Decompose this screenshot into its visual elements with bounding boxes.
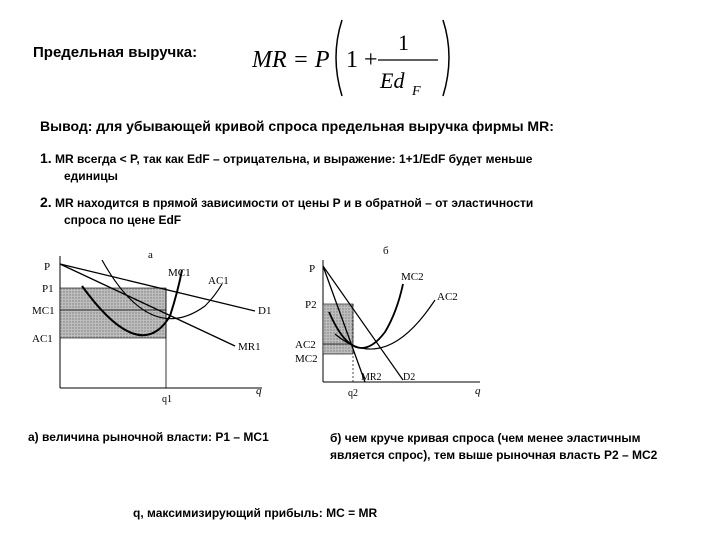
- curve-label-mc2: MC2: [401, 271, 424, 283]
- formula-denominator: Ed: [380, 68, 405, 93]
- section-title: Предельная выручка:: [33, 44, 198, 61]
- left-paren: [336, 20, 342, 96]
- item-text-line2: спроса по цене EdF: [64, 213, 182, 227]
- conclusion-text: Вывод: для убывающей кривой спроса предельная выручка фирмы MR:: [40, 118, 554, 134]
- formula-numerator: 1: [398, 30, 409, 55]
- graph-label: б: [383, 245, 389, 257]
- market-power-area: [60, 288, 166, 338]
- y-label-p: P: [44, 261, 51, 273]
- graph-label: а: [148, 249, 153, 261]
- formula-one-plus: 1 +: [346, 47, 378, 73]
- graph-b: [285, 242, 485, 417]
- y-label-p2: P2: [305, 299, 317, 311]
- list-item-2: [40, 194, 680, 229]
- marginal-revenue-formula: [238, 12, 468, 102]
- right-paren: [443, 20, 449, 96]
- caption-b: б) чем круче кривая спроса (чем менее эластичным является спрос), тем выше рыночная власть P2 – MC2: [330, 431, 658, 462]
- caption-a: а) величина рыночной власти: P1 – MC1: [28, 430, 269, 444]
- item-text-line2: единицы: [64, 169, 118, 183]
- item-number: 2.: [40, 194, 52, 210]
- caption-bottom: q, максимизирующий прибыль: MC = MR: [133, 506, 378, 520]
- x-tick-q1: q1: [162, 394, 172, 405]
- y-label-ac1: AC1: [32, 333, 53, 345]
- x-axis-label: q: [256, 385, 262, 397]
- curve-label-mc1: MC1: [168, 267, 191, 279]
- item-number: 1.: [40, 150, 52, 166]
- x-axis-label: q: [475, 385, 481, 397]
- x-tick-q2: q2: [348, 388, 358, 399]
- curve-label-d2: D2: [403, 372, 416, 383]
- curve-label-ac1: AC1: [208, 275, 229, 287]
- curve-label-d1: D1: [258, 305, 272, 317]
- curve-label-mr2: MR2: [361, 372, 382, 383]
- formula-subscript: F: [412, 84, 421, 99]
- curve-label-mr1: MR1: [238, 341, 261, 353]
- item-text-line1: MR находится в прямой зависимости от цены P и в обратной – от эластичности: [55, 196, 534, 210]
- list-item-1: [40, 150, 680, 185]
- y-label-mc2: MC2: [295, 353, 318, 365]
- formula-lhs: MR = P: [252, 47, 330, 73]
- curve-label-ac2: AC2: [437, 291, 458, 303]
- y-label-ac2: AC2: [295, 339, 316, 351]
- y-label-mc1: MC1: [32, 305, 55, 317]
- item-text-line1: MR всегда < P, так как EdF – отрицательна, и выражение: 1+1/EdF будет меньше: [55, 152, 533, 166]
- y-label-p: P: [309, 263, 316, 275]
- y-label-p1: P1: [42, 283, 54, 295]
